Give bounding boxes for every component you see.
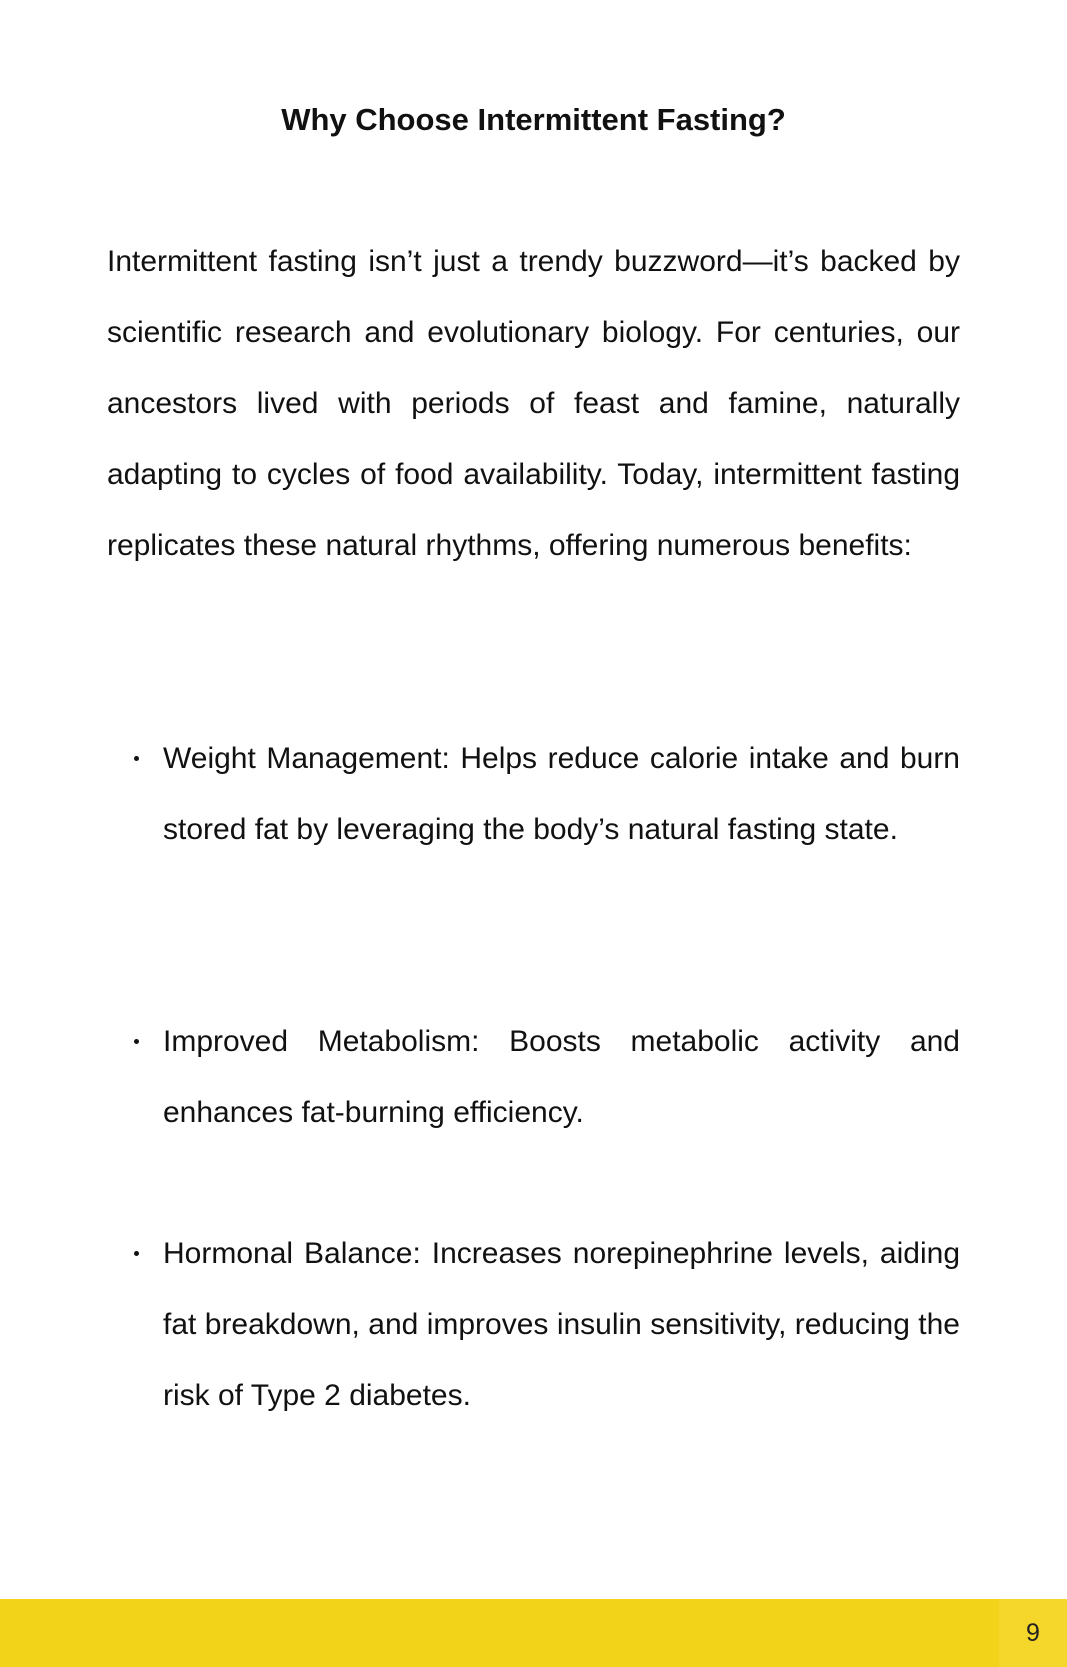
page-number-label: 9 — [1026, 1618, 1040, 1647]
page-title: Why Choose Intermittent Fasting? — [281, 102, 786, 137]
intro-paragraph: Intermittent fasting isn’t just a trendy buzzword—it’s backed by scientific research and evolutionary biology. For centuries, our ancestors lived with periods of feast and famine, naturally adapting to cycles of food availability. Today, intermittent fasting replicates these natural rhythms, offering numerous benefits: — [107, 245, 960, 562]
list-item — [163, 1006, 960, 1148]
footer-bar — [0, 1599, 1067, 1667]
bullet-icon — [134, 1251, 139, 1256]
list-item — [163, 723, 960, 865]
benefit-text: Weight Management: Helps reduce calorie intake and burn stored fat by leveraging the body’s natural fasting state. — [163, 742, 960, 846]
bullet-icon — [134, 756, 139, 761]
benefit-text: Improved Metabolism: Boosts metabolic activity and enhances fat-burning efficiency. — [163, 1025, 960, 1129]
list-item — [163, 1218, 960, 1431]
page-number — [999, 1599, 1067, 1667]
bullet-icon — [134, 1039, 139, 1044]
benefit-text: Hormonal Balance: Increases norepinephrine levels, aiding fat breakdown, and improves insulin sensitivity, reducing the risk of Type 2 diabetes. — [163, 1237, 960, 1412]
